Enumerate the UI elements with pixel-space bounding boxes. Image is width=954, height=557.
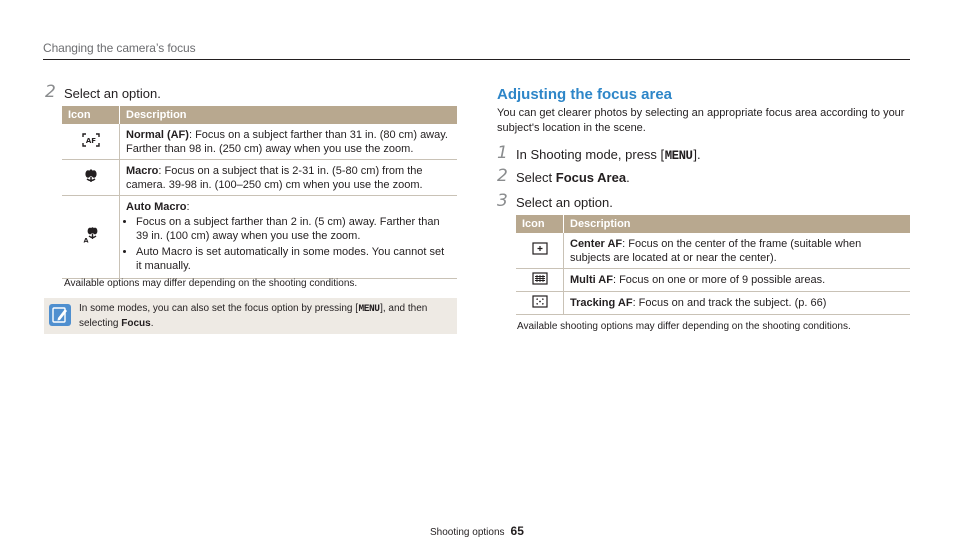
- tracking-af-icon: [532, 295, 548, 308]
- section-intro: You can get clearer photos by selecting an appropriate focus area according to your subject's location in the scene.: [497, 107, 905, 134]
- page-number: 65: [510, 524, 524, 538]
- table-row: [516, 269, 910, 292]
- focus-area-table: [516, 215, 910, 315]
- bullet-list: [126, 215, 451, 273]
- right-step-2: [497, 166, 630, 186]
- option-description: : Focus on one or more of 9 possible areas.: [612, 274, 826, 286]
- right-step-1: [497, 143, 701, 163]
- pencil-note-icon: [49, 304, 71, 326]
- page-footer: [430, 524, 524, 538]
- running-header: Changing the camera’s focus: [43, 41, 196, 55]
- right-step-3: [497, 191, 613, 211]
- tip-text-part: ], and then selecting: [79, 303, 428, 329]
- table-row: [62, 124, 457, 160]
- column-header-icon: Icon: [62, 106, 120, 124]
- column-header-description: Description: [564, 215, 911, 233]
- step-text: Select an option.: [516, 195, 613, 210]
- tip-bold-word: Focus: [121, 318, 151, 329]
- tip-box: [44, 298, 457, 334]
- description-cell: [564, 269, 911, 292]
- list-item: • Focus on a subject farther than 2 in. (5 cm) away. Farther than 39 in. (100 cm) away when you use the zoom.: [136, 215, 451, 243]
- menu-key: MENU: [664, 148, 693, 163]
- column-header-description: Description: [120, 106, 458, 124]
- table-row: [516, 233, 910, 269]
- right-footnote: Available shooting options may differ depending on the shooting conditions.: [517, 321, 851, 332]
- table-row: [62, 196, 457, 279]
- normal-af-icon: [82, 133, 100, 147]
- section-title: Adjusting the focus area: [497, 86, 673, 103]
- step-text: .: [626, 170, 630, 185]
- description-cell: [564, 233, 911, 269]
- step-number: 3: [497, 191, 508, 211]
- svg-text:A: A: [82, 236, 89, 243]
- option-description: : Focus on a subject that is 2-31 in. (5-80 cm) from the camera. 39-98 in. (100–250 cm) cm when you use the zoom.: [126, 165, 423, 191]
- header-divider: [43, 59, 910, 60]
- table-row: [62, 160, 457, 196]
- menu-key: MENU: [358, 304, 380, 315]
- description-cell: [120, 160, 458, 196]
- step-number: 2: [497, 166, 508, 186]
- step-number: 1: [497, 143, 508, 163]
- description-cell: [564, 292, 911, 315]
- column-header-icon: Icon: [516, 215, 564, 233]
- step-text: Select: [516, 170, 556, 185]
- tip-text-part: In some modes, you can also set the focus option by pressing [: [79, 303, 359, 314]
- multi-af-icon: [532, 272, 548, 285]
- step-text: In Shooting mode, press [: [516, 147, 665, 162]
- tip-text-part: .: [150, 318, 154, 329]
- description-cell: [120, 124, 458, 160]
- left-step-2: [45, 82, 161, 102]
- list-item: • Auto Macro is set automatically in some modes. You cannot set it manually.: [136, 245, 451, 273]
- svg-text:AF: AF: [85, 136, 96, 145]
- option-title: Multi AF: [570, 274, 613, 286]
- option-title: Tracking AF: [570, 297, 633, 309]
- step-text: ].: [693, 147, 701, 162]
- option-title: Center AF: [570, 238, 623, 250]
- step-number: 2: [45, 82, 56, 102]
- icon-cell: [516, 269, 564, 292]
- option-description: : Focus on and track the subject. (p. 66): [632, 297, 827, 309]
- macro-icon: [84, 169, 98, 183]
- option-description: :: [186, 201, 190, 213]
- tip-text: [79, 302, 449, 331]
- option-title: Macro: [126, 165, 159, 177]
- left-footnote: Available options may differ depending on the shooting conditions.: [64, 278, 358, 289]
- center-af-icon: [532, 242, 548, 255]
- focus-options-table: [62, 106, 457, 279]
- option-description: : Focus on the center of the frame (suitable when subjects are located at or near the center).: [570, 238, 862, 264]
- option-title: Auto Macro: [126, 201, 187, 213]
- option-description: : Focus on a subject farther than 31 in. (80 cm) away. Farther than 98 in. (250 cm) away when you use the zoom.: [126, 129, 448, 155]
- description-cell: [120, 196, 458, 279]
- icon-cell: [62, 196, 120, 279]
- footer-label: Shooting options: [430, 527, 505, 538]
- step-text: Select an option.: [64, 86, 161, 101]
- step-bold: Focus Area: [555, 170, 627, 185]
- icon-cell: [516, 233, 564, 269]
- icon-cell: [62, 124, 120, 160]
- icon-cell: [62, 160, 120, 196]
- icon-cell: [516, 292, 564, 315]
- auto-macro-icon: [83, 227, 99, 243]
- table-row: [516, 292, 910, 315]
- option-title: Normal (AF): [126, 129, 189, 141]
